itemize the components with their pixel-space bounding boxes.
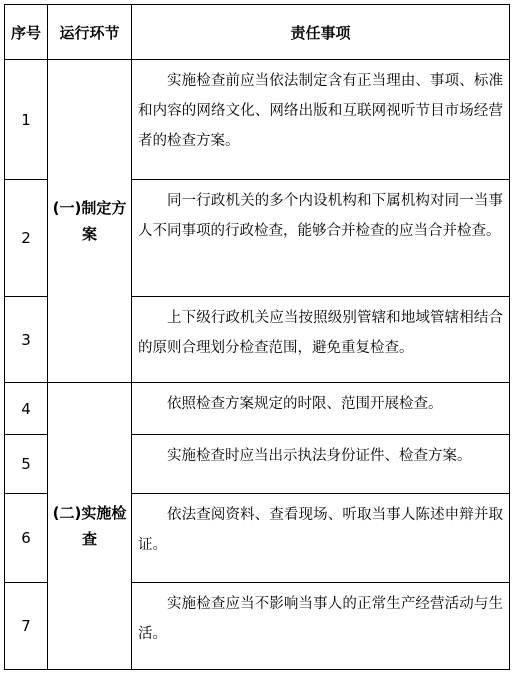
duty-text: 依法查阅资料、查看现场、听取当事人陈述申辩并取证。 [132, 494, 510, 583]
row-index: 5 [5, 435, 48, 494]
duty-text: 依照检查方案规定的时限、范围开展检查。 [132, 383, 510, 435]
table-row [5, 60, 510, 180]
table-row [5, 383, 510, 435]
duty-text: 实施检查前应当依法制定含有正当理由、事项、标准和内容的网络文化、网络出版和互联网视听节目市场经营者的检查方案。 [132, 60, 510, 180]
duty-text: 同一行政机关的多个内设机构和下属机构对同一当事人不同事项的行政检查，能够合并检查的应当合并检查。 [132, 180, 510, 297]
stage-cell: (一)制定方案 [48, 60, 132, 383]
header-duty: 责任事项 [132, 5, 510, 60]
header-stage: 运行环节 [48, 5, 132, 60]
duty-table [4, 4, 510, 670]
stage-cell: (二)实施检查 [48, 383, 132, 670]
row-index: 7 [5, 583, 48, 670]
duty-text: 实施检查应当不影响当事人的正常生产经营活动与生活。 [132, 583, 510, 670]
table-header-row [5, 5, 510, 60]
row-index: 1 [5, 60, 48, 180]
row-index: 4 [5, 383, 48, 435]
row-index: 6 [5, 494, 48, 583]
duty-text: 实施检查时应当出示执法身份证件、检查方案。 [132, 435, 510, 494]
header-index: 序号 [5, 5, 48, 60]
row-index: 3 [5, 297, 48, 383]
row-index: 2 [5, 180, 48, 297]
duty-text: 上下级行政机关应当按照级别管辖和地域管辖相结合的原则合理划分检查范围，避免重复检查。 [132, 297, 510, 383]
